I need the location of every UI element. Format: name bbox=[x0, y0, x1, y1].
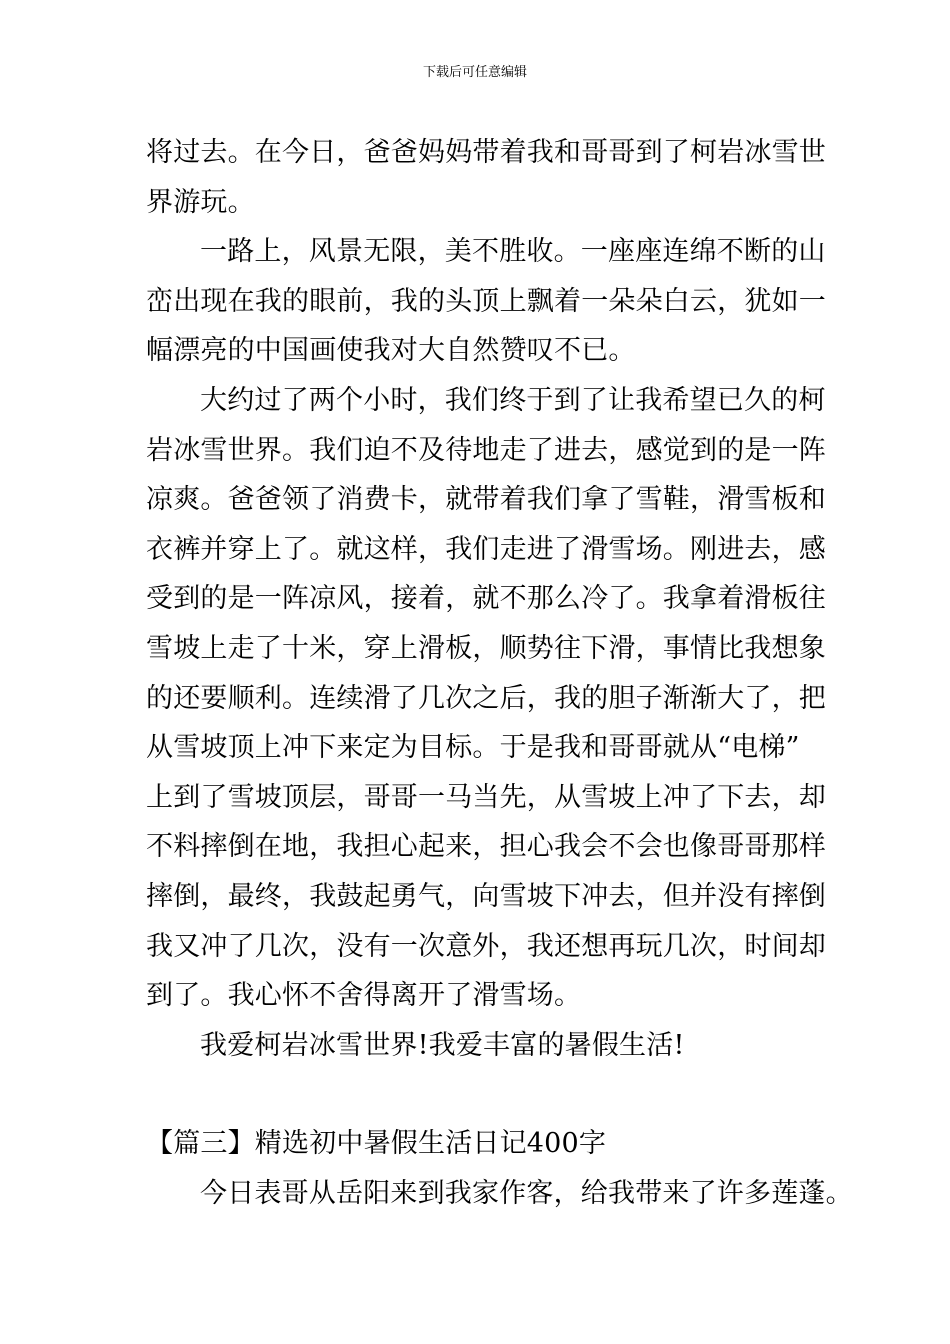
text-line: 的还要顺利。连续滑了几次之后，我的胆子渐渐大了，把 bbox=[146, 682, 826, 714]
text-line: 峦出现在我的眼前，我的头顶上飘着一朵朵白云，犹如一 bbox=[146, 285, 826, 317]
text-line: 不料摔倒在地，我担心起来，担心我会不会也像哥哥那样 bbox=[146, 831, 826, 863]
paragraph-start-line: 大约过了两个小时，我们终于到了让我希望已久的柯 bbox=[200, 384, 826, 416]
paragraph-start-line: 今日表哥从岳阳来到我家作客，给我带来了许多莲蓬。 bbox=[200, 1177, 853, 1209]
paragraph-gap bbox=[146, 1070, 806, 1119]
text-line: 我又冲了几次，没有一次意外，我还想再玩几次，时间却 bbox=[146, 930, 826, 962]
text-line: 受到的是一阵凉风，接着，就不那么冷了。我拿着滑板往 bbox=[146, 583, 826, 615]
text-line: 界游玩。 bbox=[146, 186, 255, 218]
document-body bbox=[146, 128, 853, 1218]
text-line: 摔倒，最终，我鼓起勇气，向雪坡下冲去，但并没有摔倒 bbox=[146, 880, 826, 912]
text-line: 到了。我心怀不舍得离开了滑雪场。 bbox=[146, 980, 582, 1012]
text-line: 凉爽。爸爸领了消费卡，就带着我们拿了雪鞋，滑雪板和 bbox=[146, 484, 826, 516]
paragraph-start-line: 我爱柯岩冰雪世界!我爱丰富的暑假生活! bbox=[200, 1029, 685, 1061]
text-line: 幅漂亮的中国画使我对大自然赞叹不已。 bbox=[146, 335, 636, 367]
text-line: 衣裤并穿上了。就这样，我们走进了滑雪场。刚进去，感 bbox=[146, 533, 826, 565]
text-line: 上到了雪坡顶层，哥哥一马当先，从雪坡上冲了下去，却 bbox=[146, 781, 826, 813]
paragraph-start-line: 一路上，风景无限，美不胜收。一座座连绵不断的山 bbox=[200, 236, 826, 268]
page-header: 下载后可任意编辑 bbox=[422, 65, 527, 80]
text-line: 将过去。在今日，爸爸妈妈带着我和哥哥到了柯岩冰雪世 bbox=[146, 137, 826, 168]
text-line: 岩冰雪世界。我们迫不及待地走了进去，感觉到的是一阵 bbox=[146, 434, 826, 466]
text-line: 从雪坡顶上冲下来定为目标。于是我和哥哥就从“电梯” bbox=[146, 732, 800, 764]
section-heading: 【篇三】精选初中暑假生活日记400字 bbox=[146, 1128, 607, 1160]
text-line: 雪坡上走了十米，穿上滑板，顺势往下滑，事情比我想象 bbox=[146, 632, 826, 664]
